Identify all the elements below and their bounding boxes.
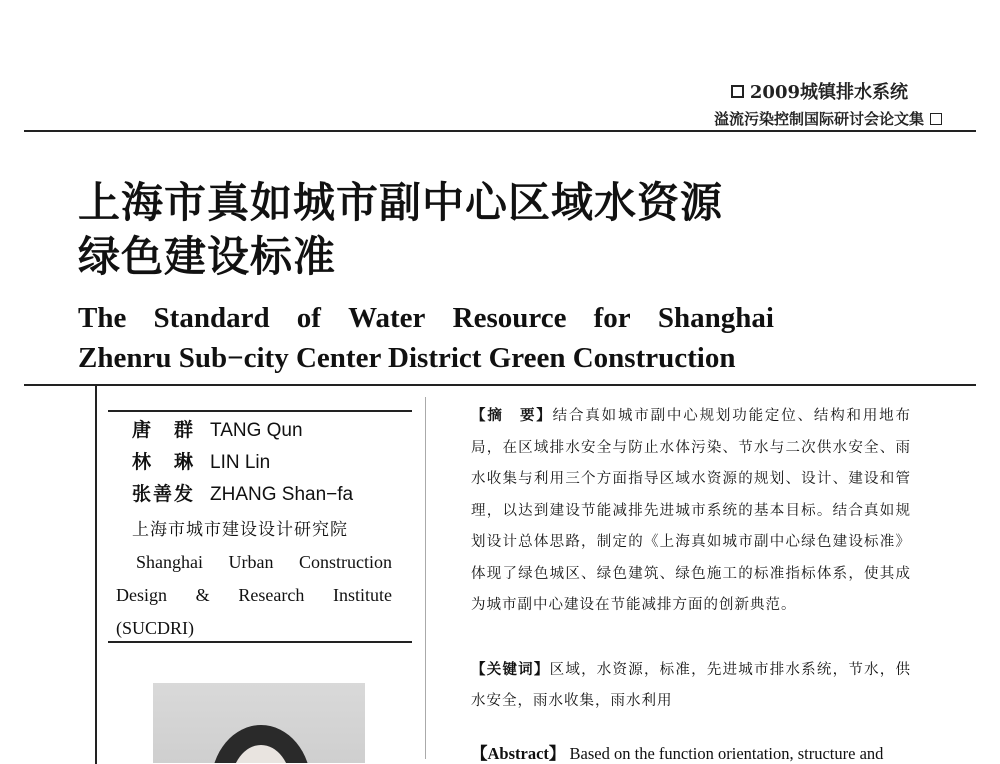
institute-en — [116, 546, 392, 645]
abstract-zh-label: 【摘 要】 — [471, 408, 553, 424]
author-name-en: TANG Qun — [210, 420, 303, 441]
journal-title-text: 2009城镇排水系统 — [749, 82, 908, 103]
institute-word: Urban — [228, 552, 274, 572]
square-icon — [930, 113, 942, 125]
title-english-line1 — [78, 298, 774, 338]
title-english-line2: Zhenru Sub−city Center District Green Construction — [78, 342, 736, 374]
title-chinese-line2: 绿色建设标准 — [78, 232, 337, 281]
title-word: Shanghai — [657, 302, 774, 334]
abstract-en-label: 【Abstract】 — [471, 744, 566, 763]
title-word: for — [593, 302, 631, 334]
header-rule — [24, 130, 976, 132]
title-word: Resource — [452, 302, 567, 334]
institute-zh: 上海市城市建设设计研究院 — [132, 520, 348, 540]
author-name-zh: 林 琳 — [132, 451, 196, 473]
institute-word: Construction — [298, 552, 392, 572]
abstract-en-text: Based on the function orientation, structure and — [569, 744, 884, 763]
author-box-bottom-rule — [108, 641, 412, 643]
title-word: of — [296, 302, 321, 334]
institute-en-line1 — [116, 546, 392, 579]
left-margin-rule — [95, 384, 97, 764]
author-name-en: LIN Lin — [210, 452, 271, 473]
title-english — [78, 298, 774, 378]
institute-en-line3: (SUCDRI) — [116, 618, 195, 638]
author-box-top-rule — [108, 410, 412, 412]
journal-subtitle — [714, 108, 942, 129]
institute-word: Research — [238, 585, 305, 605]
institute-word: Design — [116, 585, 167, 605]
author-photo — [153, 683, 365, 763]
author-1 — [132, 417, 303, 444]
author-name-zh: 张善发 — [132, 483, 196, 505]
institute-en-line2 — [116, 579, 392, 612]
institute-word: Shanghai — [136, 552, 203, 572]
abstract-zh-text: 结合真如城市副中心规划功能定位、结构和用地布局，在区域排水安全与防止水体污染、节水与二次供水安全、雨水收集与利用三个方面指导区域水资源的规划、设计、建设和管理，以达到建设节能减排先进城市系统的基本目标。结合真如规划设计总体思路，制定的《上海真如城市副中心绿色建设标准》体现了绿色城区、绿色建筑、绿色施工的标准指标体系，使其成为城市副中心建设在节能减排方面的创新典范。 — [471, 408, 912, 613]
institute-word: & — [195, 585, 210, 605]
keywords — [471, 655, 911, 717]
abstract-en — [471, 740, 916, 764]
title-word: The — [78, 302, 127, 334]
title-word: Standard — [153, 302, 270, 334]
section-rule — [24, 384, 976, 386]
title-chinese-line1: 上海市真如城市副中心区域水资源 — [78, 178, 724, 227]
column-separator — [425, 397, 426, 759]
keywords-label: 【关键词】 — [471, 662, 550, 678]
author-2 — [132, 449, 270, 476]
keywords-text: 区域，水资源，标准，先进城市排水系统，节水，供水安全，雨水收集，雨水利用 — [471, 662, 912, 709]
square-icon — [731, 85, 744, 98]
journal-subtitle-text: 溢流污染控制国际研讨会论文集 — [713, 110, 924, 128]
author-name-zh: 唐 群 — [132, 419, 196, 441]
title-chinese — [78, 176, 723, 284]
abstract-zh — [471, 401, 911, 622]
title-word: Water — [348, 302, 426, 334]
author-3 — [132, 481, 353, 508]
author-name-en: ZHANG Shan−fa — [210, 484, 354, 505]
journal-title — [731, 78, 908, 104]
institute-word: Institute — [333, 585, 392, 605]
